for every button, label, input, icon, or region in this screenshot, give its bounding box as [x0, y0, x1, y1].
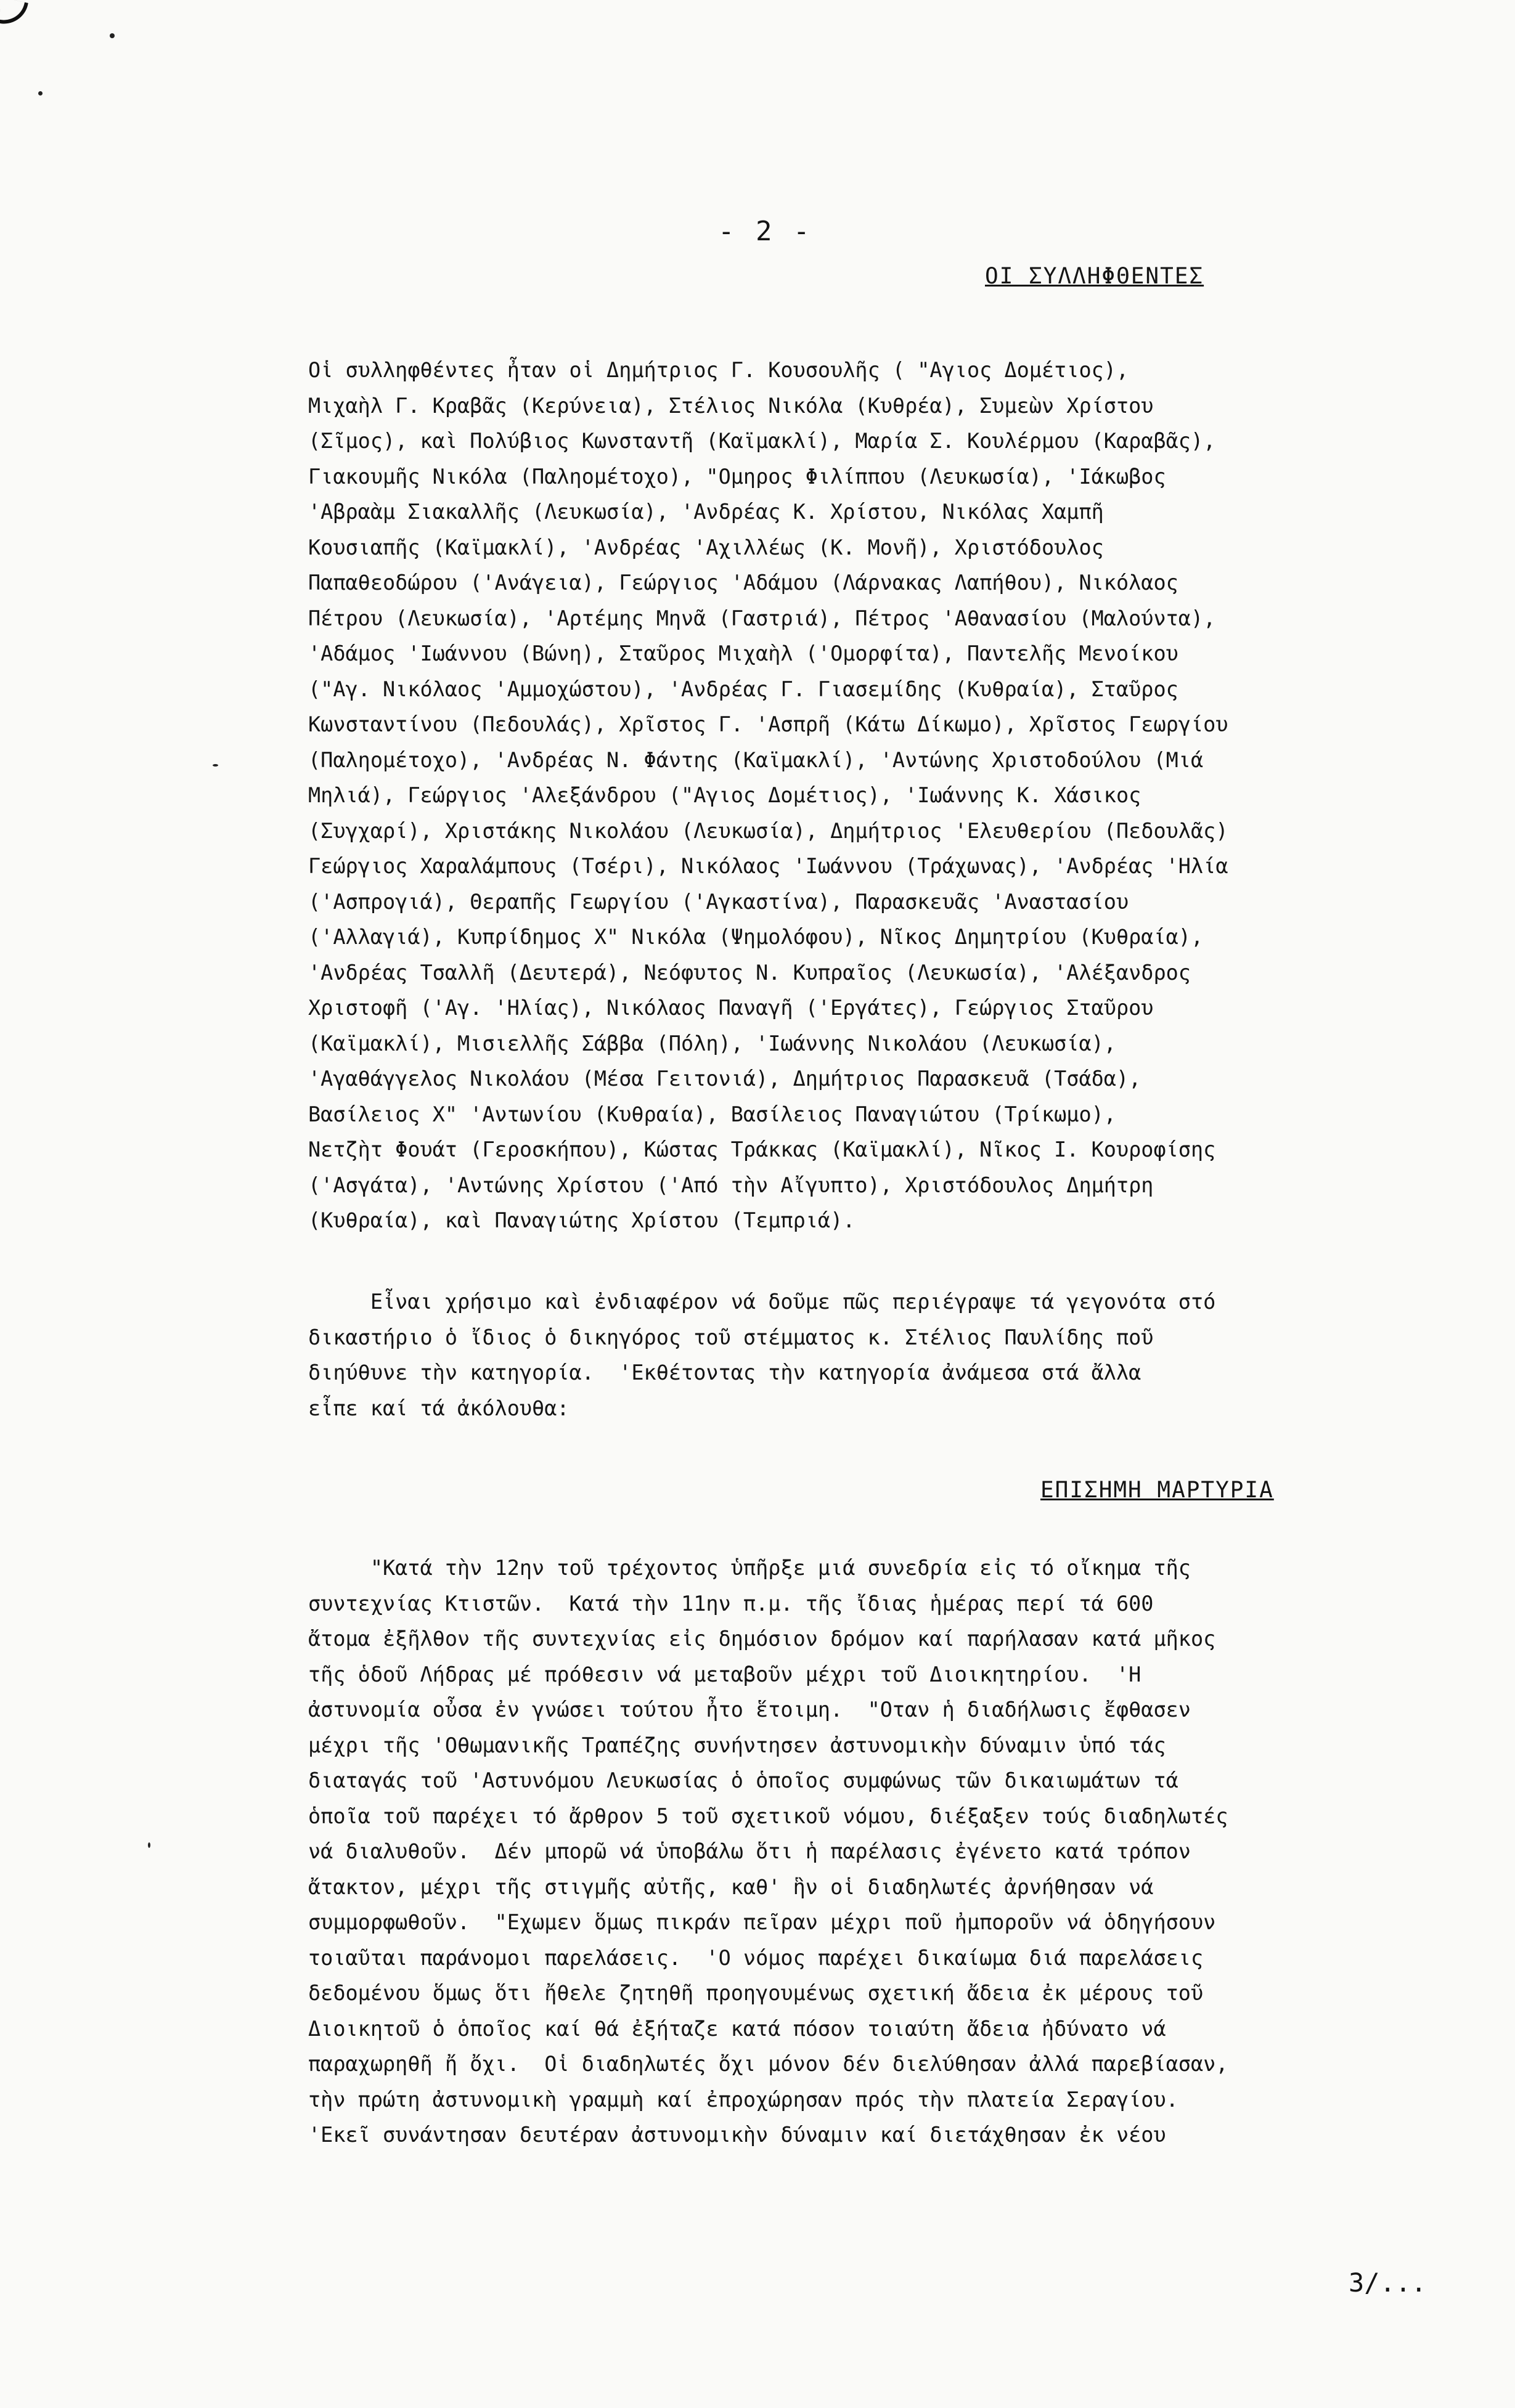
text-line: Κουσιαπῆς (Καϊμακλί), 'Ανδρέας 'Αχιλλέως (Κ. Μονῆ), Χριστόδουλος: [308, 535, 1104, 559]
text-line: Κωνσταντίνου (Πεδουλάς), Χρῖστος Γ. 'Ασπρῆ (Κάτω Δίκωμο), Χρῖστος Γεωργίου: [308, 712, 1228, 736]
text-line: ὁποῖα τοῦ παρέχει τό ἄρθρον 5 τοῦ σχετικοῦ νόμου, διέξαξεν τούς διαδηλωτές: [308, 1804, 1228, 1828]
text-line: 'Αβραὰμ Σιακαλλῆς (Λευκωσία), 'Ανδρέας Κ. Χρίστου, Νικόλας Χαμπῆ: [308, 500, 1104, 524]
page-continuation: 3/...: [1349, 2268, 1427, 2298]
text-line: Γιακουμῆς Νικόλα (Παληομέτοχο), "Ομηρος Φιλίππου (Λευκωσία), 'Ιάκωβος: [308, 464, 1166, 489]
text-line: Γεώργιος Χαραλάμπους (Τσέρι), Νικόλαος 'Ιωάννου (Τράχωνας), 'Ανδρέας 'Ηλία: [308, 854, 1228, 878]
text-line: Διοικητοῦ ὁ ὁποῖος καί θά ἐξήταζε κατά πόσον τοιαύτη ἄδεια ἠδύνατο νά: [308, 2016, 1166, 2041]
text-line: (Κυθραία), καὶ Παναγιώτης Χρίστου (Τεμπριά).: [308, 1208, 856, 1232]
scan-corner-mark: [0, 0, 28, 28]
text-line: Εἶναι χρήσιμο καὶ ἐνδιαφέρον νά δοῦμε πῶς περιέγραψε τά γεγονότα στό: [308, 1290, 1216, 1314]
text-line: Πέτρου (Λευκωσία), 'Αρτέμης Μηνᾶ (Γαστριά), Πέτρος 'Αθανασίου (Μαλούντα),: [308, 606, 1216, 630]
text-line: Χριστοφῆ ('Αγ. 'Ηλίας), Νικόλαος Παναγῆ ('Εργάτες), Γεώργιος Σταῦρου: [308, 996, 1154, 1020]
section-heading-arrested: ΟΙ ΣΥΛΛΗΦΘΕΝΤΕΣ: [985, 264, 1204, 289]
text-line: ("Αγ. Νικόλαος 'Αμμοχώστου), 'Ανδρέας Γ. Γιασεμίδης (Κυθραία), Σταῦρος: [308, 677, 1178, 701]
paragraph-arrested: [308, 352, 1473, 1239]
text-line: (Καϊμακλί), Μισιελλῆς Σάββα (Πόλη), 'Ιωάννης Νικολάου (Λευκωσία),: [308, 1031, 1116, 1056]
text-line: διαταγάς τοῦ 'Αστυνόμου Λευκωσίας ὁ ὁποῖος συμφώνως τῶν δικαιωμάτων τά: [308, 1768, 1178, 1792]
text-line: Νετζὴτ Φουάτ (Γεροσκήπου), Κώστας Τράκκας (Καϊμακλί), Νῖκος Ι. Κουροφίσης: [308, 1137, 1216, 1161]
paragraph-intro: [308, 1284, 1473, 1426]
text-line: μέχρι τῆς 'Οθωμανικῆς Τραπέζης συνήντησεν ἀστυνομικὴν δύναμιν ὑπό τάς: [308, 1733, 1166, 1757]
text-line: συντεχνίας Κτιστῶν. Κατά τὴν 11ην π.μ. τῆς ἴδιας ἡμέρας περί τά 600: [308, 1591, 1154, 1616]
text-line: ('Ασπρογιά), Θεραπῆς Γεωργίου ('Αγκαστίνα), Παρασκευᾶς 'Αναστασίου: [308, 889, 1129, 914]
page-number: - 2 -: [718, 216, 812, 247]
text-line: ἄτακτον, μέχρι τῆς στιγμῆς αὐτῆς, καθ' ἣν οἱ διαδηλωτές ἀρνήθησαν νά: [308, 1874, 1154, 1899]
text-line: διηύθυνε τὴν κατηγορία. 'Εκθέτοντας τὴν κατηγορία ἀνάμεσα στά ἄλλα: [308, 1361, 1141, 1385]
text-line: δεδομένου ὅμως ὅτι ἤθελε ζητηθῆ προηγουμένως σχετική ἄδεια ἐκ μέρους τοῦ: [308, 1981, 1204, 2005]
speck: [148, 1842, 150, 1848]
text-line: Μηλιά), Γεώργιος 'Αλεξάνδρου ("Αγιος Δομέτιος), 'Ιωάννης Κ. Χάσικος: [308, 783, 1141, 807]
text-line: παραχωρηθῆ ἤ ὄχι. Οἱ διαδηλωτές ὄχι μόνον δέν διελύθησαν ἀλλά παρεβίασαν,: [308, 2052, 1228, 2076]
text-line: (Παληομέτοχο), 'Ανδρέας Ν. Φάντης (Καϊμακλί), 'Αντώνης Χριστοδούλου (Μιά: [308, 747, 1204, 772]
text-line: δικαστήριο ὁ ἴδιος ὁ δικηγόρος τοῦ στέμματος κ. Στέλιος Παυλίδης ποῦ: [308, 1325, 1154, 1349]
text-line: νά διαλυθοῦν. Δέν μπορῶ νά ὑποβάλω ὅτι ἡ παρέλασις ἐγένετο κατά τρόπον: [308, 1839, 1191, 1863]
text-line: τοιαῦται παράνομοι παρελάσεις. 'Ο νόμος παρέχει δικαίωμα διά παρελάσεις: [308, 1945, 1204, 1970]
text-line: τὴν πρώτη ἀστυνομικὴ γραμμὴ καί ἐπροχώρησαν πρός τὴν πλατεία Σεραγίου.: [308, 2087, 1178, 2112]
speck: [213, 764, 218, 767]
text-line: ἄτομα ἐξῆλθον τῆς συντεχνίας εἰς δημόσιον δρόμον καί παρήλασαν κατά μῆκος: [308, 1627, 1216, 1651]
speck: [110, 33, 115, 38]
text-line: ἀστυνομία οὖσα ἐν γνώσει τούτου ἦτο ἕτοιμη. "Οταν ἡ διαδήλωσις ἔφθασεν: [308, 1698, 1191, 1722]
text-line: Βασίλειος Χ" 'Αντωνίου (Κυθραία), Βασίλειος Παναγιώτου (Τρίκωμο),: [308, 1102, 1116, 1126]
text-line: 'Εκεῖ συνάντησαν δευτέραν ἀστυνομικὴν δύναμιν καί διετάχθησαν ἐκ νέου: [308, 2123, 1166, 2147]
text-line: συμμορφωθοῦν. "Εχωμεν ὅμως πικράν πεῖραν μέχρι ποῦ ἠμποροῦν νά ὁδηγήσουν: [308, 1910, 1216, 1934]
text-line: 'Αδάμος 'Ιωάννου (Βώνη), Σταῦρος Μιχαὴλ ('Ομορφίτα), Παντελῆς Μενοίκου: [308, 641, 1178, 665]
section-heading-testimony: ΕΠΙΣΗΜΗ ΜΑΡΤΥΡΙΑ: [1040, 1478, 1274, 1503]
text-line: (Συγχαρί), Χριστάκης Νικολάου (Λευκωσία), Δημήτριος 'Ελευθερίου (Πεδουλᾶς): [308, 818, 1228, 843]
text-line: (Σῖμος), καὶ Πολύβιος Κωνσταντῆ (Καϊμακλί), Μαρία Σ. Κουλέρμου (Καραβᾶς),: [308, 429, 1216, 453]
paragraph-testimony: [308, 1550, 1473, 2153]
text-line: εἶπε καί τά ἀκόλουθα:: [308, 1396, 570, 1420]
text-line: Μιχαὴλ Γ. Κραβᾶς (Κερύνεια), Στέλιος Νικόλα (Κυθρέα), Συμεὼν Χρίστου: [308, 393, 1154, 418]
text-line: 'Αγαθάγγελος Νικολάου (Μέσα Γειτονιά), Δημήτριος Παρασκευᾶ (Τσάδα),: [308, 1067, 1141, 1091]
text-line: Οἱ συλληφθέντες ἦταν οἱ Δημήτριος Γ. Κουσουλῆς ( "Αγιος Δομέτιος),: [308, 358, 1129, 382]
text-line: Παπαθεοδώρου ('Ανάγεια), Γεώργιος 'Αδάμου (Λάρνακας Λαπήθου), Νικόλαος: [308, 571, 1178, 595]
text-line: 'Ανδρέας Τσαλλῆ (Δευτερά), Νεόφυτος Ν. Κυπραῖος (Λευκωσία), 'Αλέξανδρος: [308, 960, 1191, 985]
text-line: τῆς ὁδοῦ Λήδρας μέ πρόθεσιν νά μεταβοῦν μέχρι τοῦ Διοικητηρίου. 'Η: [308, 1662, 1141, 1686]
speck: [38, 91, 43, 96]
text-line: ('Αλλαγιά), Κυπρίδημος Χ" Νικόλα (Ψημολόφου), Νῖκος Δημητρίου (Κυθραία),: [308, 925, 1204, 949]
text-line: ('Ασγάτα), 'Αντώνης Χρίστου ('Από τὴν Αἴγυπτο), Χριστόδουλος Δημήτρη: [308, 1173, 1154, 1197]
text-line: "Κατά τὴν 12ην τοῦ τρέχοντος ὑπῆρξε μιά συνεδρία εἰς τό οἴκημα τῆς: [308, 1556, 1191, 1580]
